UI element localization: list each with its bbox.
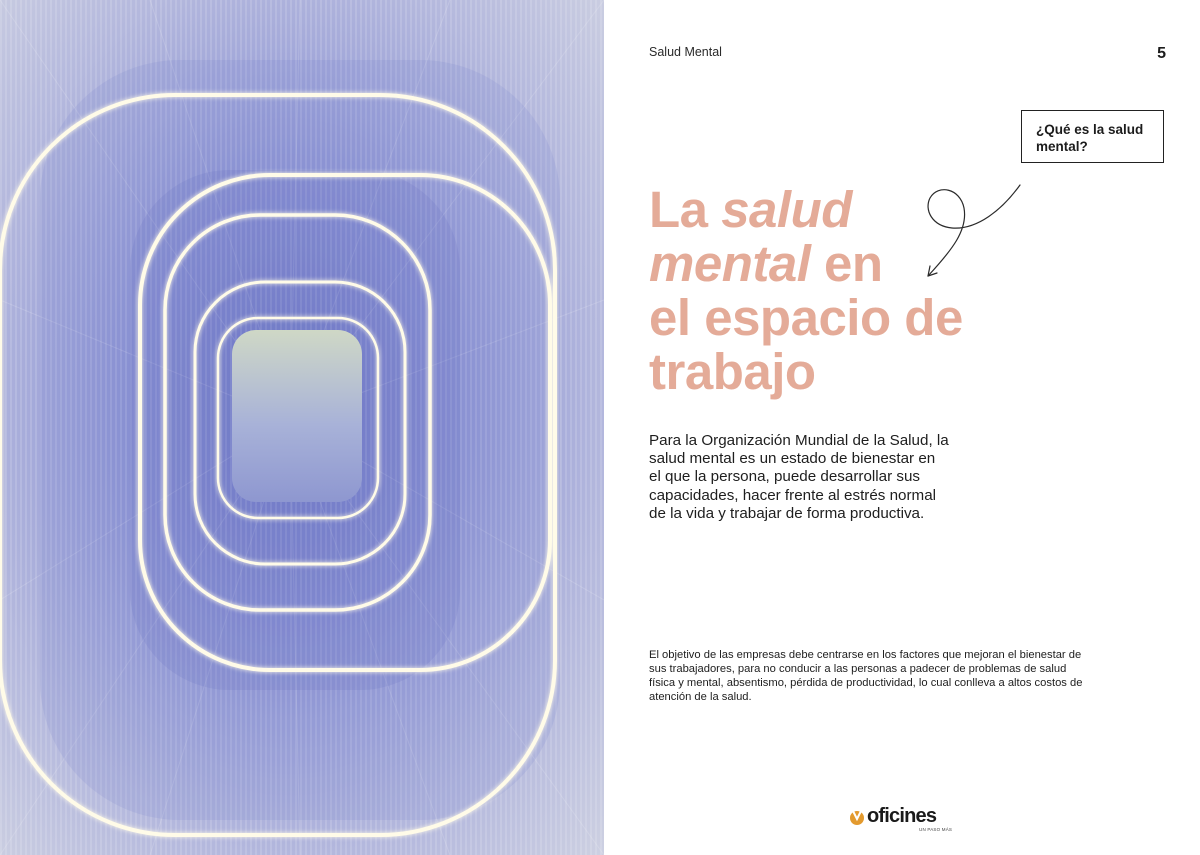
body-paragraph: Para la Organización Mundial de la Salud, la salud mental es un estado de bienestar en el que la persona, puede desarrollar sus capacidades, hacer frente al estrés normal de la vida y trabajar de forma productiva. (649, 432, 949, 522)
logo-mark-icon (849, 807, 865, 827)
footnote-paragraph: El objetivo de las empresas debe centrarse en los factores que mejoran el bienestar de sus trabajadores, para no conducir a las personas a padecer de problemas de salud física y mental, absentismo, pérdida de productividad, lo cual conlleva a altos costos de atención de la salud. (649, 649, 1083, 704)
headline-italic-mental: mental (649, 235, 811, 292)
headline-line3: el espacio de (649, 289, 963, 346)
logo-wordmark: oficines (867, 805, 937, 827)
page-number: 5 (1157, 45, 1166, 62)
headline-part1: La (649, 181, 722, 238)
headline-part2: en (810, 235, 883, 292)
question-callout: ¿Qué es la salud mental? (1021, 110, 1164, 163)
headline (649, 183, 1029, 399)
logo-tagline: UN PASO MÁS (919, 827, 953, 832)
headline-italic-salud: salud (721, 181, 852, 238)
section-label: Salud Mental (649, 45, 722, 59)
headline-line4: trabajo (649, 343, 816, 400)
oficines-logo (849, 805, 959, 835)
text-page (604, 0, 1200, 855)
